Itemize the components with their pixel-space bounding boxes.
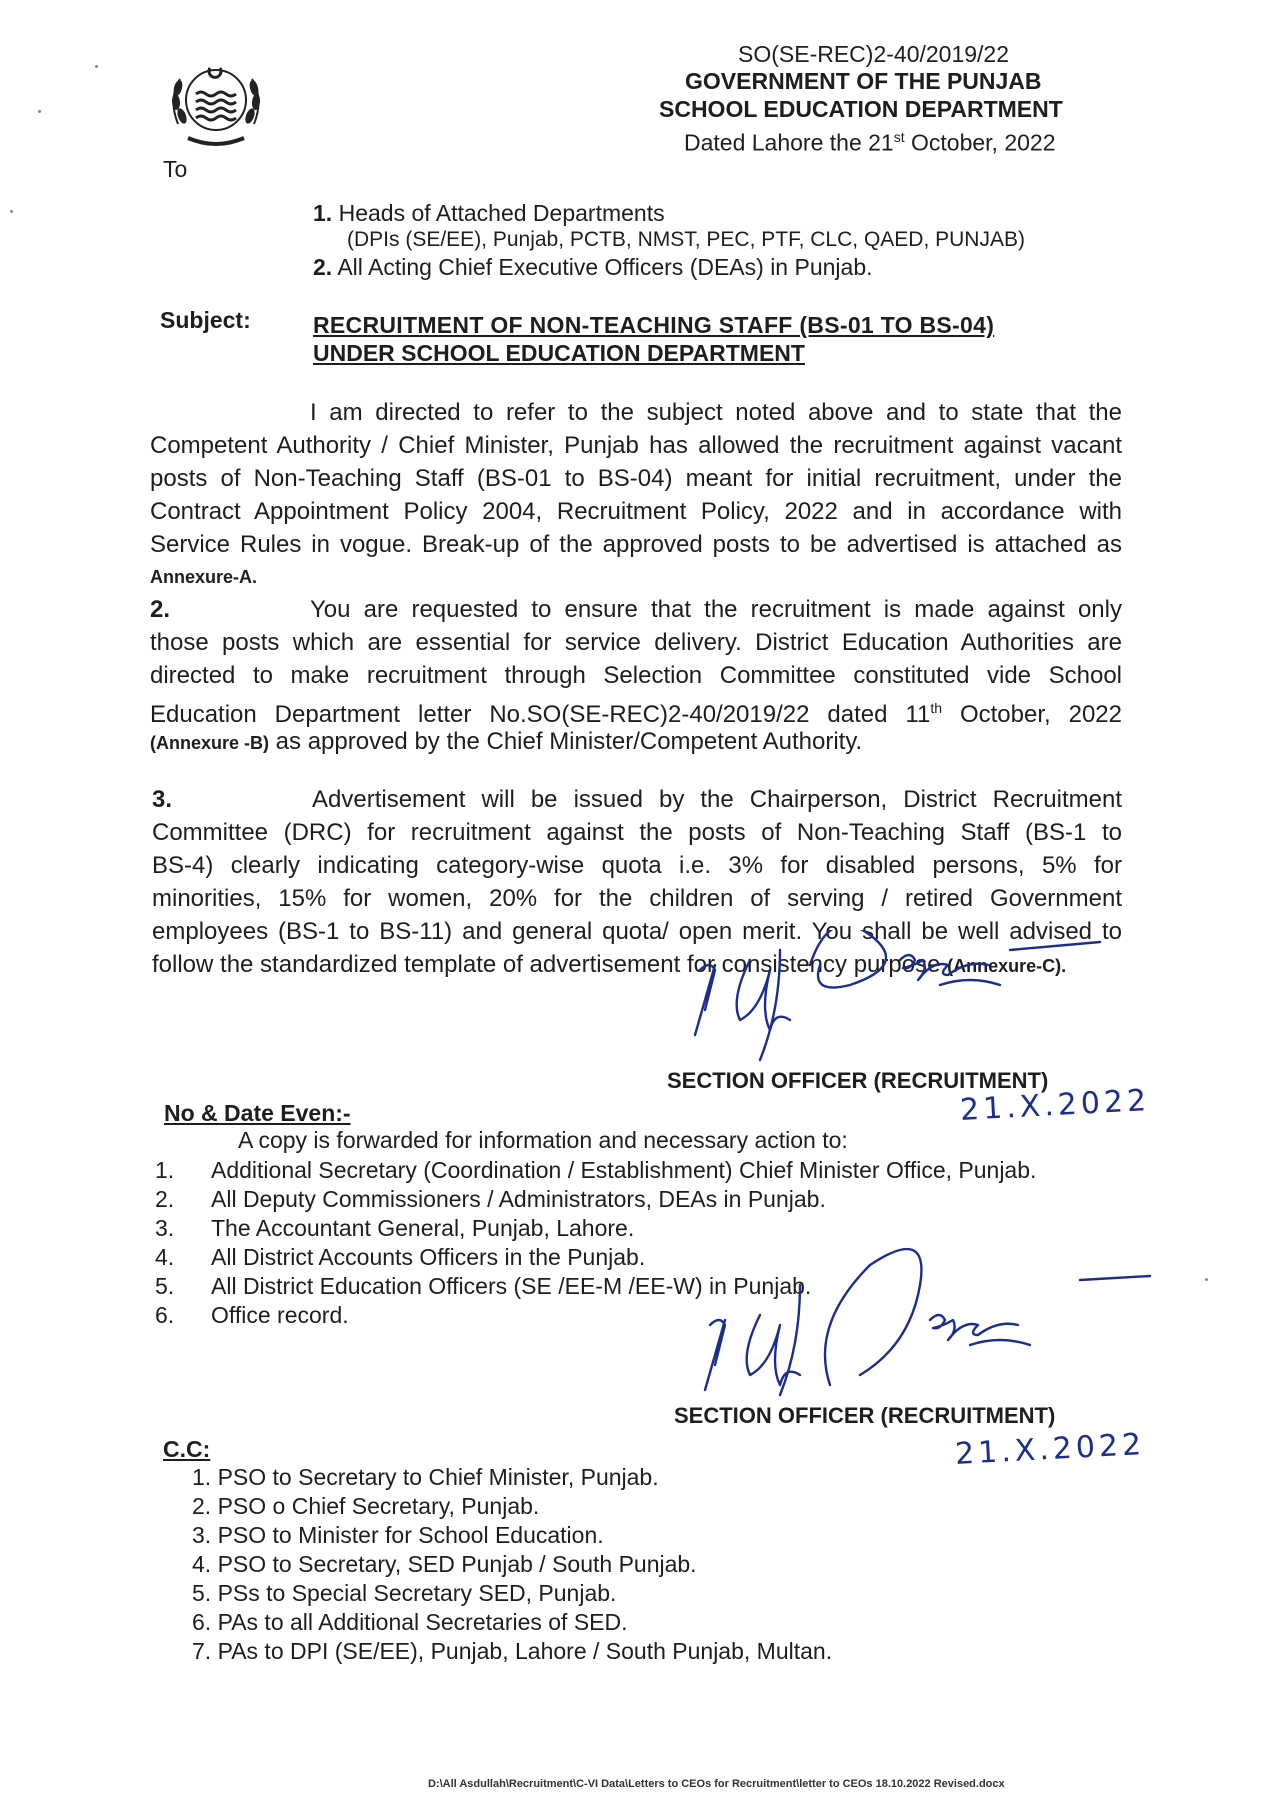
list-item: 7. PAs to DPI (SE/EE), Punjab, Lahore / South Punjab, Multan. [192,1638,833,1664]
list-item: 6. PAs to all Additional Secretaries of SED. [192,1609,628,1635]
annexure-c: (Annexure-C). [947,956,1067,976]
signature-1-date: 21.X.2022 [959,1083,1151,1128]
copy-heading: No & Date Even:- [164,1100,351,1126]
list-item: 3. The Accountant General, Punjab, Lahore. [155,1215,635,1241]
paragraph-2: 2. You are requested to ensure that the recruitment is made against only those posts which are essential for service delivery. District Education Authorities are directed to make recruitment through Selection Committee constituted vide School Education Department letter No.SO(SE-REC)2-40/2019/22 dated 11th October, 2022 (Annexure -B) as approved by the Chief Minister/Competent Authority. [150,596,1122,755]
scan-speck [10,210,13,213]
list-item: 2. All Deputy Commissioners / Administrators, DEAs in Punjab. [155,1186,826,1212]
addressee-1: 1. Heads of Attached Departments [313,200,665,226]
department-title: SCHOOL EDUCATION DEPARTMENT [659,96,1063,122]
paragraph-3: 3. Advertisement will be issued by the Chairperson, District Recruitment Committee (DRC) for recruitment against the posts of Non-Teaching Staff (BS-1 to BS-4) clearly indicating category-wise quota i.e. 3% for disabled persons, 5% for minorities, 15% for women, 20% for the children of serving / retired Government employees (BS-1 to BS-11) and general quota/ open merit. You shall be well advised to follow the standardized template of advertisement for consistency purpose (Annexure-C). [152,786,1122,978]
annexure-a: Annexure-A. [150,567,258,587]
subject-line-2: UNDER SCHOOL EDUCATION DEPARTMENT [313,340,805,366]
punjab-emblem-logo [158,54,274,154]
list-item: 3. PSO to Minister for School Education. [192,1522,604,1548]
signature-1-icon [660,930,1180,1070]
list-item: 4. PSO to Secretary, SED Punjab / South Punjab. [192,1551,697,1577]
subject-label: Subject: [160,307,251,333]
signature-1-title: SECTION OFFICER (RECRUITMENT) [667,1068,1049,1093]
list-item: 6. Office record. [155,1302,349,1328]
signature-2-date: 21.X.2022 [954,1427,1146,1472]
signature-2-icon [680,1225,1200,1400]
list-item: 5. PSs to Special Secretary SED, Punjab. [192,1580,617,1606]
cc-heading: C.C: [163,1436,211,1462]
list-item: 1. Additional Secretary (Coordination / Establishment) Chief Minister Office, Punjab. [155,1157,1037,1183]
scan-speck [1205,1278,1208,1281]
government-title: GOVERNMENT OF THE PUNJAB [685,68,1042,94]
footer-file-path: D:\All Asdullah\Recruitment\C-VI Data\Letters to CEOs for Recruitment\letter to CEOs 18.10.2022 Revised.docx [428,1778,1005,1790]
list-item: 2. PSO o Chief Secretary, Punjab. [192,1493,540,1519]
scan-speck [95,65,98,68]
dated-line: Dated Lahore the 21st October, 2022 [684,129,1056,156]
list-item: 1. PSO to Secretary to Chief Minister, Punjab. [192,1464,659,1490]
list-item: 5. All District Education Officers (SE /EE-M /EE-W) in Punjab. [155,1273,812,1299]
subject-line-1: RECRUITMENT OF NON-TEACHING STAFF (BS-01 TO BS-04) [313,312,995,338]
scan-speck [38,110,41,113]
addressee-1-detail: (DPIs (SE/EE), Punjab, PCTB, NMST, PEC, PTF, CLC, QAED, PUNJAB) [347,228,1025,251]
cc-list [192,1463,832,1666]
copy-intro: A copy is forwarded for information and necessary action to: [238,1127,848,1153]
reference-number: SO(SE-REC)2-40/2019/22 [738,41,1010,67]
signature-2-title: SECTION OFFICER (RECRUITMENT) [674,1403,1056,1428]
addressee-2: 2. All Acting Chief Executive Officers (DEAs) in Punjab. [313,254,873,280]
paragraph-1: I am directed to refer to the subject noted above and to state that the Competent Authority / Chief Minister, Punjab has allowed the recruitment against vacant posts of Non-Teaching Staff (BS-01 to BS-04) meant for initial recruitment, under the Contract Appointment Policy 2004, Recruitment Policy, 2022 and in accordance with Service Rules in vogue. Break-up of the approved posts to be advertised is attached as Annexure-A. [150,396,1122,591]
to-label: To [163,156,188,182]
annexure-b: (Annexure -B) [150,733,270,753]
list-item: 4. All District Accounts Officers in the Punjab. [155,1244,646,1270]
